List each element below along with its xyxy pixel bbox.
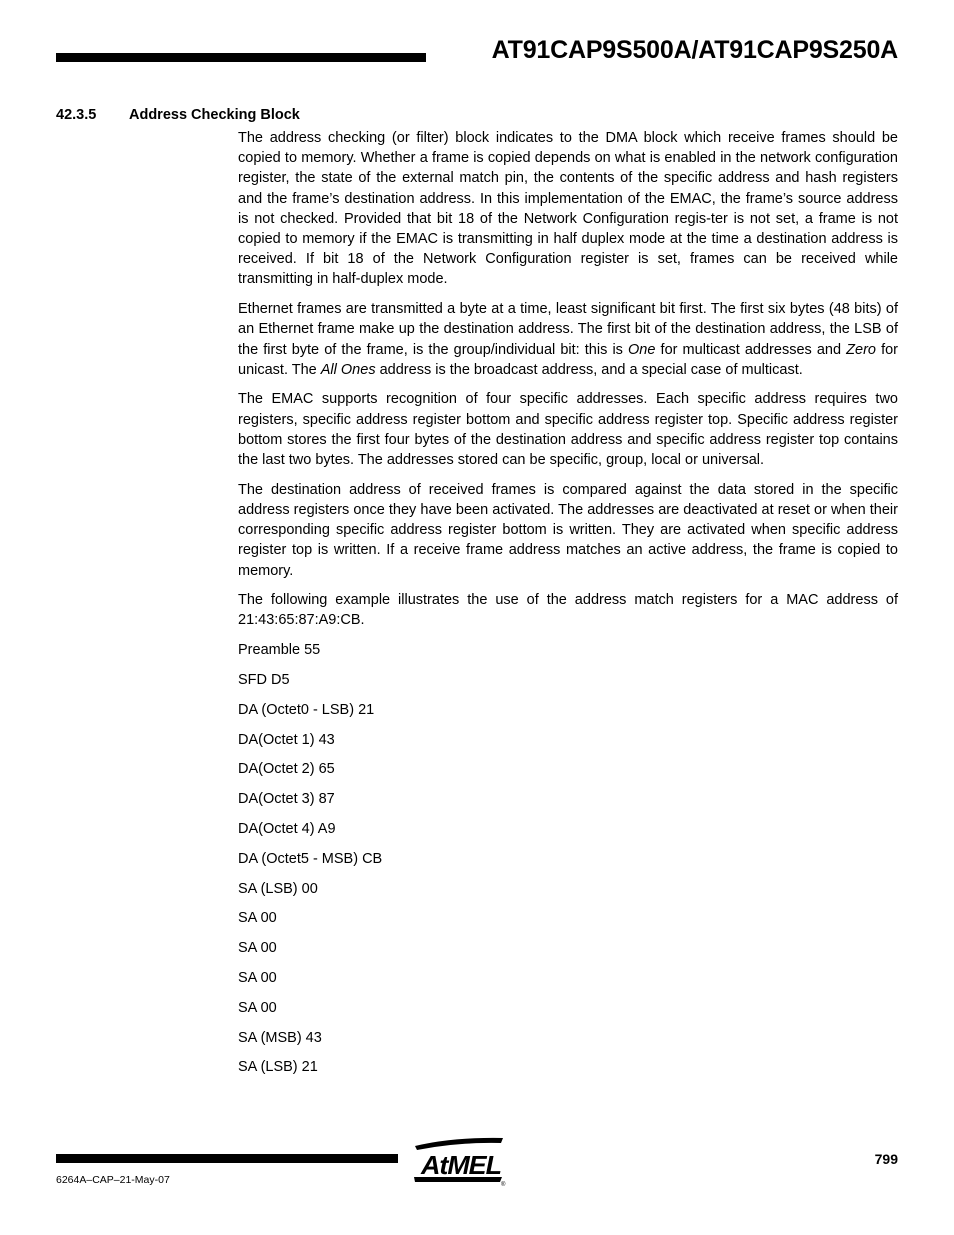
paragraph-filter-overview: The address checking (or filter) block indicates to the DMA block which receive frames should be copied to memory. Whether a frame is copied depends on what is enabled in the network configuration register, the state of the external match pin, the contents of the specific address and hash registers and the frame’s destination address. In this implementation of the EMAC, the frame’s source address is not checked. Provided that bit 18 of the Network Configuration regis-ter is not set, a frame is not copied to memory if the EMAC is transmitting in half duplex mode at the time a destination address is received. If bit 18 of the Network Configuration register is set, frames can be received while transmitting in half-duplex mode. [238,130,898,288]
logo-wordmark: AtMEL [419,1150,502,1180]
frame-item: DA(Octet 3) 87 [238,791,335,808]
paragraph-address-comparison: The destination address of received frames is compared against the data stored in the specific address registers once they have been activated. The addresses are deactivated at reset or when their corresponding specific address register bottom is written. They are activated when specific address register top is written. If a receive frame address matches an active address, the frame is copied to memory. [238,481,898,579]
document-code: 6264A–CAP–21-May-07 [56,1174,170,1186]
frame-item: SA 00 [238,999,277,1016]
frame-item: DA(Octet 2) 65 [238,761,335,778]
frame-item: SA 00 [238,969,277,986]
section-body [238,128,898,1087]
atmel-logo [411,1137,511,1187]
frame-item: SA (MSB) 43 [238,1029,322,1046]
paragraph-specific-addresses: The EMAC supports recognition of four specific addresses. Each specific address requires two registers, specific address register bottom and specific address register top. Specific address register bottom stores the first four bytes of the destination address and specific address register top contains the last two bytes. The addresses stored can be specific, group, local or universal. [238,391,898,469]
frame-item: DA(Octet 1) 43 [238,731,335,748]
paragraph-example-intro: The following example illustrates the use of the address match registers for a MAC address of 21:43:65:87:A9:CB. [238,592,898,629]
section-number: 42.3.5 [56,107,97,123]
section-heading [56,107,300,123]
footer-rule [56,1154,398,1163]
frame-item: SA (LSB) 00 [238,880,318,897]
registered-mark: ® [501,1182,506,1187]
paragraph-ethernet-frames: Ethernet frames are transmitted a byte at a time, least significant bit first. The first six bytes (48 bits) of an Ethernet frame make up the destination address. The first bit of the destination address, the LSB of the first byte of the frame, is the group/individual bit: this is One for multicast addresses and Zero for unicast. The All Ones address is the broadcast address, and a special case of multicast. [238,301,899,378]
frame-item: DA (Octet0 - LSB) 21 [238,701,375,718]
frame-item: DA(Octet 4) A9 [238,820,336,837]
frame-item: SFD D5 [238,671,290,688]
frame-item: Preamble 55 [238,642,321,659]
header-rule [56,53,426,62]
frame-item: SA (LSB) 21 [238,1059,318,1076]
frame-item: SA 00 [238,910,277,927]
page-number: 799 [874,1151,898,1167]
frame-item: DA (Octet5 - MSB) CB [238,850,383,867]
document-title: AT91CAP9S500A/AT91CAP9S250A [491,36,898,64]
frame-item: SA 00 [238,940,277,957]
section-title: Address Checking Block [129,107,300,123]
